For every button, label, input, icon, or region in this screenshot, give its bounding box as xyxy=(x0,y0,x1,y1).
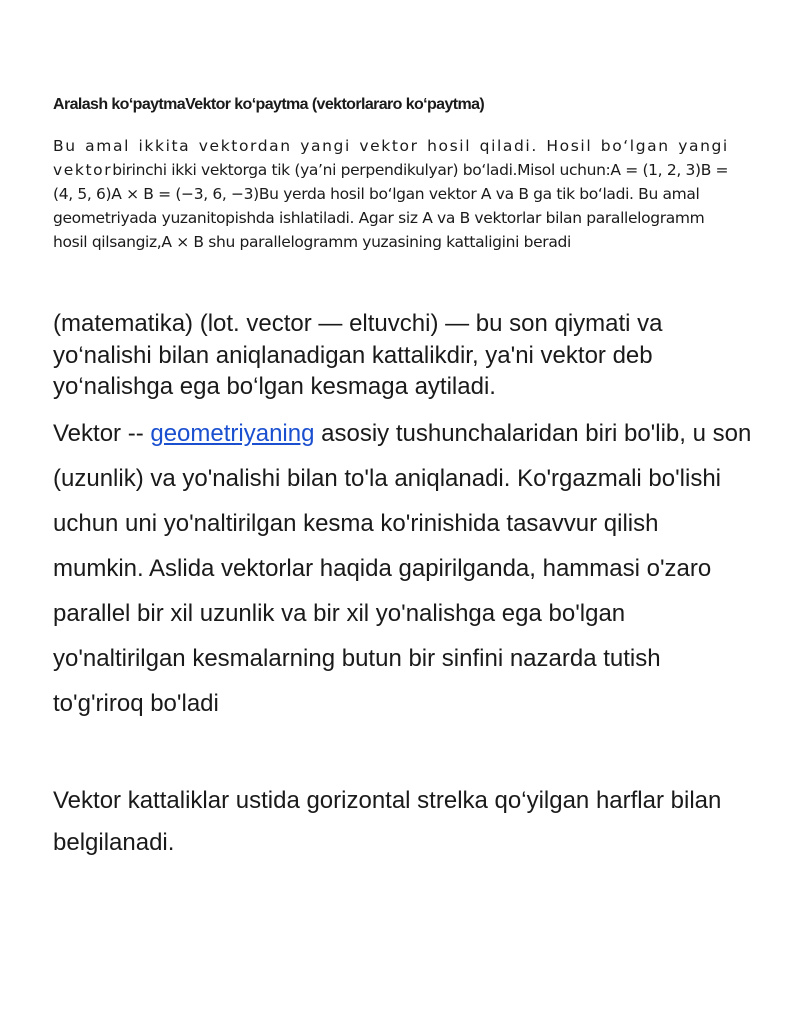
main-paragraph-body: asosiy tushunchalaridan biri bo'lib, u son (uzunlik) va yo'nalishi bilan to'la aniqlanadi. Ko'rgazmali bo'lishi uchun uni yo'naltirilgan kesma ko'rinishida tasavvur qilish mumkin. Aslida vektorlar haqida gapirilganda, hammasi o'zaro parallel bir xil uzunlik va bir xil yo'nalishga ega bo'lgan yo'naltirilgan kesmalarning butun bir sinfini nazarda tutish to'g'riroq bo'ladi xyxy=(53,420,752,717)
closing-paragraph: Vektor kattaliklar ustida gorizontal strelka qo‘yilgan harflar bilan belgilanadi. xyxy=(53,787,722,856)
main-paragraph-prefix: Vektor -- xyxy=(53,420,151,447)
main-paragraph xyxy=(53,411,753,726)
section-heading: Aralash ko‘paytmaVektor ko‘paytma (vektorlararo ko‘paytma) xyxy=(53,96,485,113)
definition-paragraph: (matematika) (lot. vector — eltuvchi) — bu son qiymati va yo‘nalishi bilan aniqlanadigan kattalikdir, ya'ni vektor deb yo‘nalishga ega bo‘lgan kesmaga aytiladi. xyxy=(53,310,663,400)
intro-paragraph-lead: Bu amal ikkita vektordan yangi vektor hosil qiladi. Hosil bo‘lgan yangi vektor xyxy=(53,137,729,179)
intro-paragraph-body: birinchi ikki vektorga tik (ya’ni perpendikulyar) bo‘ladi.Misol uchun:A = (1, 2, 3)B = (4, 5, 6)A × B = (−3, 6, −3)Bu yerda hosil bo‘lgan vektor A va B ga tik bo‘ladi. Bu amal geometriyada yuzanitopishda ishlatiladi. Agar siz A va B vektorlar bilan parallelogramm hosil qilsangiz,A × B shu parallelogramm yuzasining kattaligini beradi xyxy=(53,161,729,251)
geometry-link[interactable]: geometriyaning xyxy=(150,420,315,447)
intro-paragraph xyxy=(53,134,743,254)
